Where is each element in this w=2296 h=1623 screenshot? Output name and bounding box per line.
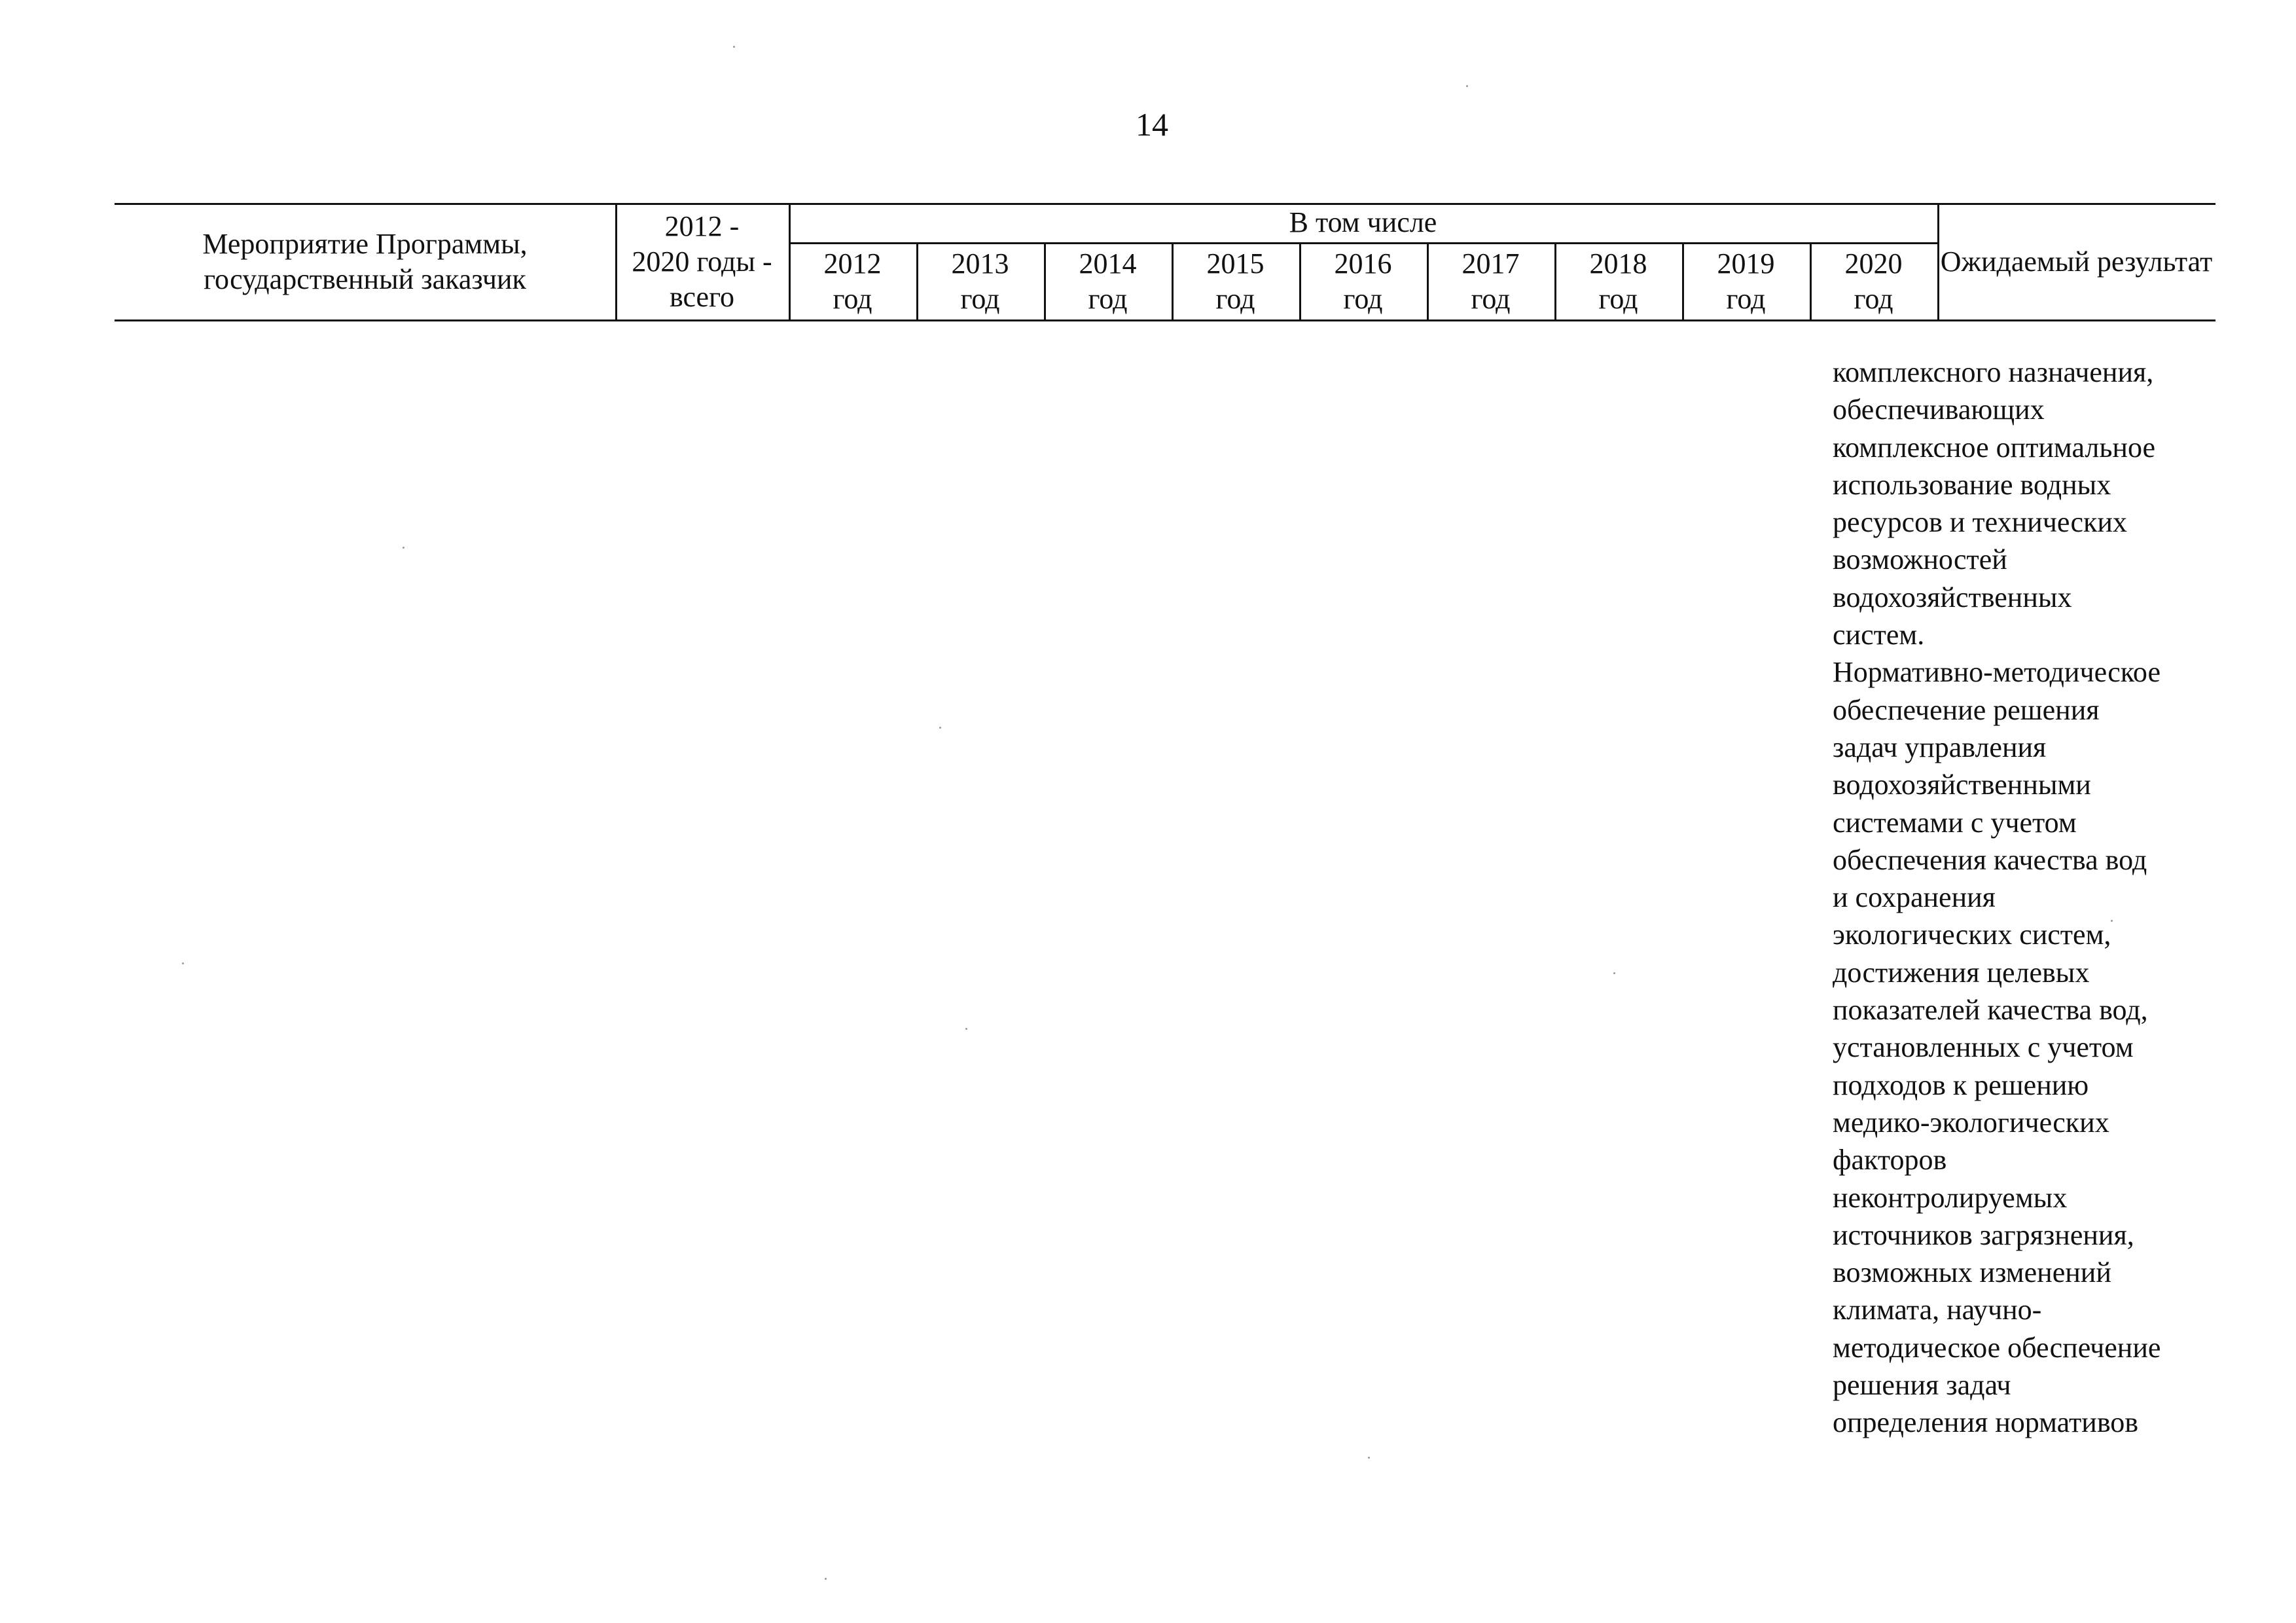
column-header-year-2019 — [1682, 242, 1810, 321]
column-header-year-2014 — [1044, 242, 1172, 321]
year-suffix: год — [960, 283, 1000, 315]
column-header-year-2017 — [1427, 242, 1554, 321]
year-suffix: год — [1598, 283, 1638, 315]
scan-speck — [2111, 920, 2113, 922]
column-header-year-2016 — [1299, 242, 1427, 321]
year-label: 2019 — [1717, 247, 1775, 280]
column-header-total — [615, 203, 789, 321]
year-suffix: год — [1215, 283, 1255, 315]
year-suffix: год — [1343, 283, 1383, 315]
year-label: 2018 — [1589, 247, 1647, 280]
column-header-result: Ожидаемый результат — [1940, 246, 2213, 278]
year-label: 2015 — [1206, 247, 1265, 280]
year-suffix: год — [1854, 283, 1893, 315]
year-label: 2016 — [1334, 247, 1392, 280]
year-label: 2017 — [1462, 247, 1520, 280]
column-header-including: В том числе — [1289, 206, 1437, 238]
scan-speck — [1368, 1457, 1370, 1459]
column-header-activity: Мероприятие Программы, государственный заказчик — [202, 228, 528, 295]
column-header-year-2015 — [1172, 242, 1299, 321]
table-header — [115, 203, 2215, 321]
page-number: 14 — [1136, 106, 1168, 143]
column-header-year-2012 — [789, 242, 916, 321]
scan-speck — [403, 547, 404, 549]
scan-speck — [733, 46, 735, 48]
year-suffix: год — [1471, 283, 1511, 315]
year-label: 2014 — [1079, 247, 1137, 280]
year-label: 2020 — [1844, 247, 1903, 280]
expected-result-text: комплексного назначения, обеспечивающих комплексное оптимальное использование водных ресурсов и технических возможностей водохозяйственных систем. Нормативно-методическое обеспечение решения задач управления водохозяйственными системами с учетом обеспечения качества вод и сохранения экологических систем, достижения целевых показателей качества вод, установленных с учетом подходов к решению медико-экологических факторов неконтролируемых источников загрязнения, возможных изменений климата, научно- методическое обеспечение решения задач определения нормативов — [1833, 356, 2161, 1439]
scan-speck — [825, 1578, 827, 1580]
scan-speck — [1613, 972, 1615, 974]
column-header-year-2020 — [1810, 242, 1937, 321]
total-line-2: 2020 годы - — [632, 246, 772, 278]
year-label: 2013 — [951, 247, 1009, 280]
scan-speck — [182, 962, 184, 964]
column-header-year-2013 — [916, 242, 1044, 321]
column-header-year-2018 — [1554, 242, 1682, 321]
total-line-1: 2012 - — [664, 210, 740, 242]
scan-speck — [939, 727, 941, 729]
year-suffix: год — [833, 283, 872, 315]
year-suffix: год — [1726, 283, 1766, 315]
year-suffix: год — [1088, 283, 1128, 315]
scan-speck — [1466, 85, 1468, 87]
total-line-3: всего — [669, 281, 735, 313]
year-label: 2012 — [823, 247, 882, 280]
scan-speck — [965, 1028, 967, 1030]
